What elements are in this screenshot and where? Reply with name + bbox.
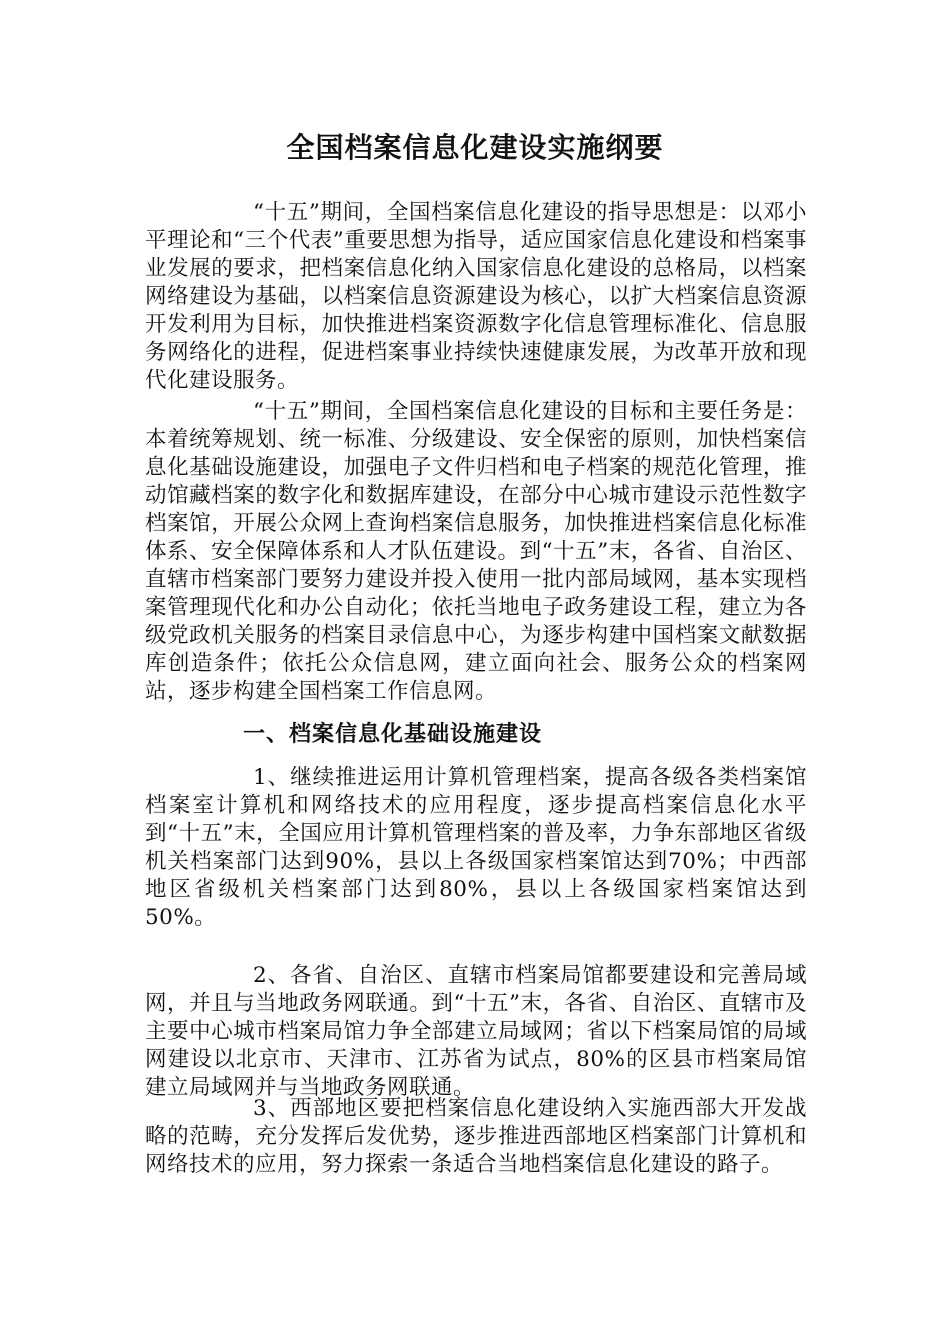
section-heading: 一、档案信息化基础设施建设 <box>243 722 543 747</box>
document-title: 全国档案信息化建设实施纲要 <box>286 131 664 164</box>
item-1-paragraph: 1、继续推进运用计算机管理档案，提高各级各类档案馆档案室计算机和网络技术的应用程度，逐步提高档案信息化水平到“十五”末，全国应用计算机管理档案的普及率，力争东部地区省级机关档案部门达到90%，县以上各级国家档案馆达到70%；中西部地区省级机关档案部门达到80%，县以上各级国家档案馆达到50%。 <box>145 765 807 930</box>
item-2-paragraph: 2、各省、自治区、直辖市档案局馆都要建设和完善局域网，并且与当地政务网联通。到“十五”末，各省、自治区、直辖市及主要中心城市档案局馆力争全部建立局域网；省以下档案局馆的局域网建设以北京市、天津市、江苏省为试点，80%的区县市档案局馆建立局域网并与当地政务网联通。 <box>145 963 807 1100</box>
goals-and-tasks-paragraph: “十五”期间，全国档案信息化建设的目标和主要任务是：本着统筹规划、统一标准、分级建设、安全保密的原则，加快档案信息化基础设施建设，加强电子文件归档和电子档案的规范化管理，推动馆藏档案的数字化和数据库建设，在部分中心城市建设示范性数字档案馆，开展公众网上查询档案信息服务，加快推进档案信息化标准体系、安全保障体系和人才队伍建设。到“十五”末，各省、自治区、直辖市档案部门要努力建设并投入使用一批内部局域网，基本实现档案管理现代化和办公自动化；依托当地电子政务建设工程，建立为各级党政机关服务的档案目录信息中心，为逐步构建中国档案文献数据库创造条件；依托公众信息网，建立面向社会、服务公众的档案网站，逐步构建全国档案工作信息网。 <box>145 399 807 704</box>
item-3-paragraph: 3、西部地区要把档案信息化建设纳入实施西部大开发战略的范畴，充分发挥后发优势，逐步推进西部地区档案部门计算机和网络技术的应用，努力探索一条适合当地档案信息化建设的路子。 <box>145 1096 807 1177</box>
guiding-ideology-paragraph: “十五”期间，全国档案信息化建设的指导思想是：以邓小平理论和“三个代表”重要思想为指导，适应国家信息化建设和档案事业发展的要求，把档案信息化纳入国家信息化建设的总格局，以档案网络建设为基础，以档案信息资源建设为核心，以扩大档案信息资源开发利用为目标，加快推进档案资源数字化信息管理标准化、信息服务网络化的进程，促进档案事业持续快速健康发展，为改革开放和现代化建设服务。 <box>145 200 807 393</box>
